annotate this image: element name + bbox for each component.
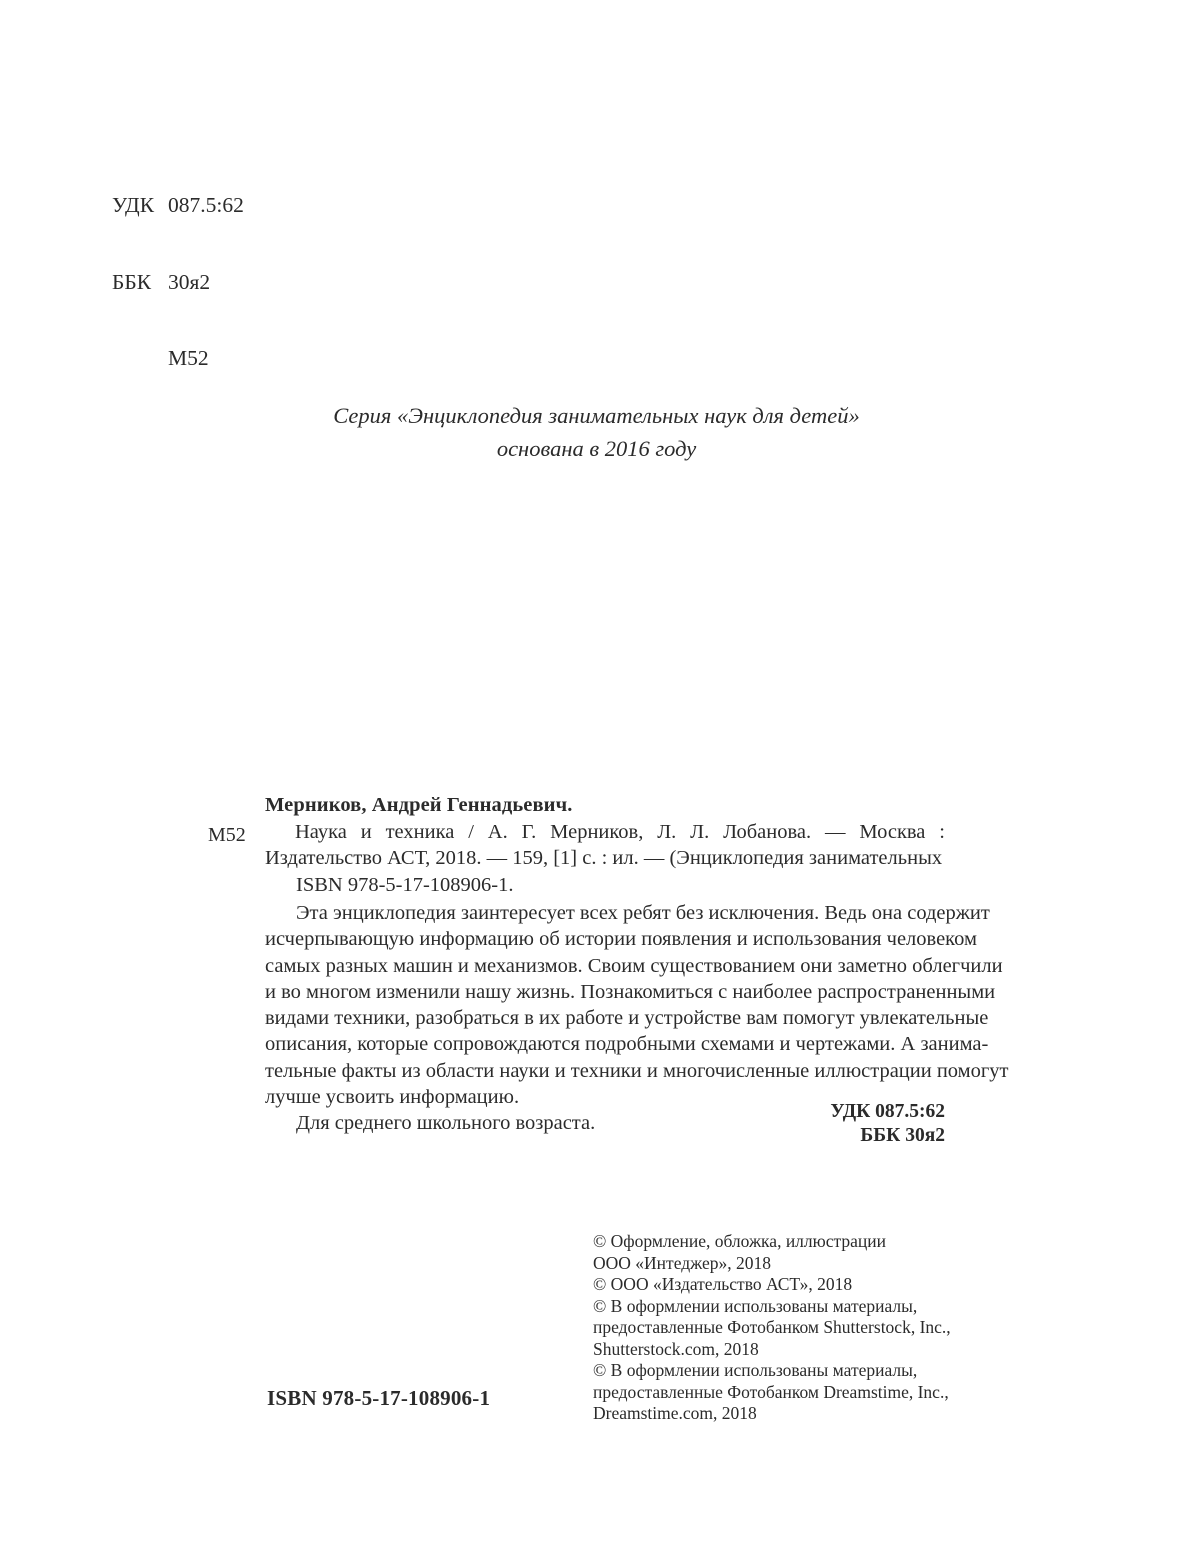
isbn-statement: ISBN 978-5-17-108906-1 [267,1386,491,1410]
annotation-line: видами техники, разобраться в их работе и устройстве вам помогут увлекательные [265,1007,989,1030]
copyright-line: © В оформлении использованы материалы, [593,1360,918,1380]
copyright-line: предоставленные Фотобанком Dreamstime, Inc., [593,1381,949,1402]
udk-row [112,193,244,219]
bbk-value: 30я2 [168,269,211,294]
copyright-line: © В оформлении использованы материалы, [593,1295,918,1316]
biblio-body [265,792,945,898]
series-founded-line: основана в 2016 году [496,436,697,461]
bbk-bottom: ББК 30я2 [860,1125,945,1146]
copyright-line: © Оформление, обложка, иллюстрации [593,1231,886,1251]
copyright-line: © ООО «Издательство АСТ», 2018 [593,1274,853,1294]
author-sign-row [112,346,244,372]
classification-codes-bottom [0,1100,945,1148]
copyright-line: Dreamstime.com, 2018 [593,1403,757,1423]
bbk-row [112,270,244,296]
bbk-label: ББК [112,269,152,294]
annotation-line: описания, которые сопровождаются подробными схемами и чертежами. А занима- [265,1033,989,1056]
series-title-line: Серия «Энциклопедия занимательных наук для детей» [333,403,860,428]
copyright-line: Shutterstock.com, 2018 [593,1338,759,1359]
biblio-imprint-line: Издательство АСТ, 2018. — 159, [1] с. : ил. — (Энциклопедия занимательных [265,847,943,869]
udk-value: 087.5:62 [168,193,244,217]
biblio-author: Мерников, Андрей Геннадьевич. [265,794,573,816]
udk-label: УДК [112,193,155,217]
copyright-line: предоставленные Фотобанком Shutterstock, Inc., [593,1317,951,1337]
biblio-isbn-line: ISBN 978-5-17-108906-1. [296,873,514,896]
series-statement [0,399,1193,465]
annotation-line: тельные факты из области науки и техники и многочисленные иллюстрации помогут [265,1059,1009,1082]
annotation-audience: Для среднего школьного возраста. [296,1112,596,1135]
annotation-line: исчерпывающую информацию об истории появления и использования человеком [265,928,977,951]
author-sign-value: М52 [168,346,209,370]
annotation-line: и во многом изменили нашу жизнь. Познакомиться с наиболее распространенными [265,980,996,1003]
annotation-line: лучше усвоить информацию. [265,1086,520,1109]
annotation-line: самых разных машин и механизмов. Своим существованием они заметно облегчили [265,954,1003,977]
biblio-title-line: Наука и техника / А. Г. Мерников, Л. Л. Лобанова. — Москва : [295,820,945,843]
copyright-line: ООО «Интеджер», 2018 [593,1252,772,1273]
classification-codes-top [112,142,244,423]
copyright-block [593,1231,993,1425]
annotation-line: Эта энциклопедия заинтересует всех ребят без исключения. Ведь она содержит [296,902,990,924]
udk-bottom: УДК 087.5:62 [830,1101,945,1122]
biblio-marginal-code: М52 [208,824,246,846]
